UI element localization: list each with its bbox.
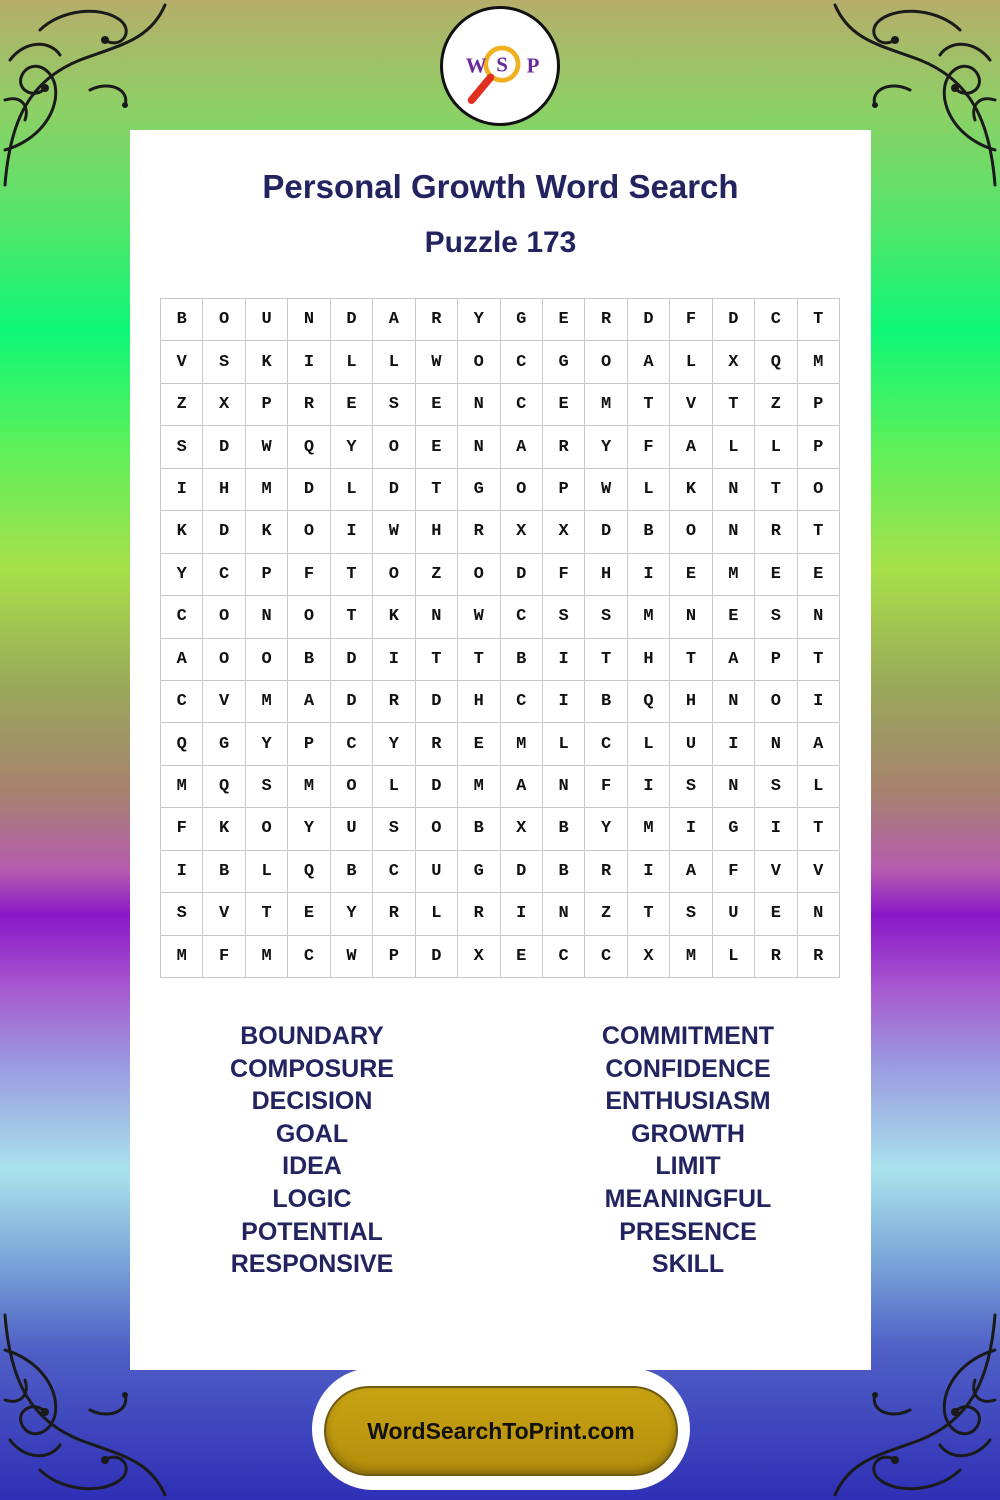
grid-cell[interactable]: D — [501, 851, 543, 893]
grid-cell[interactable]: E — [755, 554, 797, 596]
grid-cell[interactable]: T — [628, 893, 670, 935]
grid-cell[interactable]: X — [713, 341, 755, 383]
grid-cell[interactable]: R — [543, 426, 585, 468]
grid-cell[interactable]: N — [798, 596, 840, 638]
grid-cell[interactable]: L — [416, 893, 458, 935]
grid-cell[interactable]: Y — [161, 554, 203, 596]
grid-cell[interactable]: U — [670, 723, 712, 765]
grid-cell[interactable]: T — [416, 469, 458, 511]
grid-cell[interactable]: R — [373, 893, 415, 935]
grid-cell[interactable]: L — [628, 469, 670, 511]
grid-cell[interactable]: I — [161, 469, 203, 511]
grid-cell[interactable]: W — [416, 341, 458, 383]
grid-cell[interactable]: R — [458, 893, 500, 935]
grid-cell[interactable]: U — [416, 851, 458, 893]
grid-cell[interactable]: O — [458, 554, 500, 596]
grid-cell[interactable]: Q — [161, 723, 203, 765]
grid-cell[interactable]: I — [798, 681, 840, 723]
grid-cell[interactable]: P — [246, 554, 288, 596]
grid-cell[interactable]: M — [670, 936, 712, 978]
word-list-item: COMMITMENT — [601, 1022, 775, 1050]
grid-cell[interactable]: T — [585, 639, 627, 681]
grid-cell[interactable]: E — [755, 893, 797, 935]
grid-cell[interactable]: T — [670, 639, 712, 681]
grid-cell[interactable]: N — [713, 681, 755, 723]
grid-cell[interactable]: F — [161, 808, 203, 850]
grid-cell[interactable]: O — [501, 469, 543, 511]
grid-cell[interactable]: B — [458, 808, 500, 850]
grid-cell[interactable]: K — [246, 341, 288, 383]
word-list-item: LIMIT — [655, 1152, 721, 1181]
grid-cell[interactable]: T — [331, 554, 373, 596]
grid-cell[interactable]: I — [331, 511, 373, 553]
grid-cell[interactable]: T — [798, 639, 840, 681]
grid-cell[interactable]: L — [628, 723, 670, 765]
grid-cell[interactable]: S — [670, 893, 712, 935]
grid-cell[interactable]: M — [628, 596, 670, 638]
grid-cell[interactable]: L — [713, 936, 755, 978]
grid-cell[interactable]: E — [670, 554, 712, 596]
grid-cell[interactable]: R — [585, 851, 627, 893]
grid-cell[interactable]: S — [161, 893, 203, 935]
grid-cell[interactable]: B — [288, 639, 330, 681]
grid-cell[interactable]: S — [755, 596, 797, 638]
grid-cell[interactable]: C — [585, 936, 627, 978]
grid-cell[interactable]: T — [331, 596, 373, 638]
grid-cell[interactable]: T — [416, 639, 458, 681]
grid-cell[interactable]: W — [331, 936, 373, 978]
grid-cell[interactable]: G — [203, 723, 245, 765]
grid-cell[interactable]: P — [246, 384, 288, 426]
grid-cell[interactable]: Y — [585, 808, 627, 850]
grid-cell[interactable]: G — [501, 299, 543, 341]
grid-cell[interactable]: F — [203, 936, 245, 978]
puzzle-card — [130, 130, 871, 1370]
grid-cell[interactable]: N — [543, 893, 585, 935]
grid-cell[interactable]: H — [416, 511, 458, 553]
page-title: Personal Growth Word Search — [262, 168, 739, 205]
logo-letter-s: S — [496, 52, 508, 77]
grid-cell[interactable]: O — [416, 808, 458, 850]
grid-cell[interactable]: S — [543, 596, 585, 638]
grid-cell[interactable]: V — [755, 851, 797, 893]
grid-cell[interactable]: E — [501, 936, 543, 978]
grid-cell[interactable]: S — [755, 766, 797, 808]
grid-cell[interactable]: O — [585, 341, 627, 383]
grid-cell[interactable]: C — [331, 723, 373, 765]
grid-cell[interactable]: X — [543, 511, 585, 553]
grid-cell[interactable]: D — [416, 766, 458, 808]
grid-cell[interactable]: A — [713, 639, 755, 681]
grid-cell[interactable]: B — [543, 808, 585, 850]
grid-cell[interactable]: M — [246, 681, 288, 723]
grid-cell[interactable]: L — [373, 766, 415, 808]
grid-cell[interactable]: K — [246, 511, 288, 553]
grid-cell[interactable]: X — [203, 384, 245, 426]
grid-cell[interactable]: M — [798, 341, 840, 383]
grid-cell[interactable]: E — [713, 596, 755, 638]
grid-cell[interactable]: D — [585, 511, 627, 553]
grid-cell[interactable]: O — [246, 808, 288, 850]
grid-cell[interactable]: U — [713, 893, 755, 935]
grid-cell[interactable]: M — [161, 936, 203, 978]
grid-cell[interactable]: N — [458, 426, 500, 468]
grid-cell[interactable]: I — [628, 851, 670, 893]
grid-cell[interactable]: M — [585, 384, 627, 426]
grid-cell[interactable]: Z — [585, 893, 627, 935]
grid-cell[interactable]: C — [585, 723, 627, 765]
grid-cell[interactable]: O — [755, 681, 797, 723]
grid-cell[interactable]: P — [798, 426, 840, 468]
grid-cell[interactable]: O — [203, 299, 245, 341]
grid-cell[interactable]: W — [585, 469, 627, 511]
grid-cell[interactable]: R — [458, 511, 500, 553]
word-list-right — [528, 1020, 848, 1281]
grid-cell[interactable]: T — [628, 384, 670, 426]
grid-cell[interactable]: Q — [628, 681, 670, 723]
grid-cell[interactable]: G — [458, 469, 500, 511]
grid-cell[interactable]: E — [543, 384, 585, 426]
grid-cell[interactable]: C — [373, 851, 415, 893]
grid-cell[interactable]: F — [585, 766, 627, 808]
grid-cell[interactable]: N — [755, 723, 797, 765]
grid-cell[interactable]: D — [331, 299, 373, 341]
grid-cell[interactable]: U — [331, 808, 373, 850]
word-list-item: MEANINGFUL — [604, 1184, 772, 1213]
grid-cell[interactable]: O — [798, 469, 840, 511]
grid-cell[interactable]: V — [670, 384, 712, 426]
grid-cell[interactable]: V — [798, 851, 840, 893]
grid-cell[interactable]: Q — [288, 426, 330, 468]
grid-cell[interactable]: N — [246, 596, 288, 638]
grid-cell[interactable]: M — [713, 554, 755, 596]
grid-cell[interactable]: B — [543, 851, 585, 893]
grid-cell[interactable]: N — [543, 766, 585, 808]
grid-cell[interactable]: B — [585, 681, 627, 723]
grid-cell[interactable]: D — [373, 469, 415, 511]
grid-cell[interactable]: E — [416, 426, 458, 468]
grid-cell[interactable]: V — [203, 681, 245, 723]
grid-cell[interactable]: Z — [416, 554, 458, 596]
grid-cell[interactable]: M — [288, 766, 330, 808]
grid-cell[interactable]: C — [501, 681, 543, 723]
word-list-left — [152, 1020, 472, 1281]
grid-cell[interactable]: Y — [331, 426, 373, 468]
grid-cell[interactable]: H — [458, 681, 500, 723]
grid-cell[interactable]: C — [501, 341, 543, 383]
grid-cell[interactable]: O — [670, 511, 712, 553]
grid-cell[interactable]: A — [798, 723, 840, 765]
grid-cell[interactable]: A — [670, 851, 712, 893]
grid-cell[interactable]: A — [628, 341, 670, 383]
word-list-item: LOGIC — [272, 1184, 352, 1213]
grid-cell[interactable]: D — [501, 554, 543, 596]
grid-cell[interactable]: I — [161, 851, 203, 893]
grid-cell[interactable]: O — [203, 639, 245, 681]
word-list-item: RESPONSIVE — [230, 1250, 394, 1279]
grid-cell[interactable]: C — [203, 554, 245, 596]
grid-cell[interactable]: M — [458, 766, 500, 808]
word-list-item: DECISION — [251, 1087, 373, 1116]
grid-cell[interactable]: K — [670, 469, 712, 511]
grid-cell[interactable]: R — [373, 681, 415, 723]
grid-cell[interactable]: S — [670, 766, 712, 808]
word-list-item: IDEA — [282, 1152, 342, 1181]
grid-cell[interactable]: C — [755, 299, 797, 341]
grid-cell[interactable]: A — [501, 426, 543, 468]
grid-cell[interactable]: H — [203, 469, 245, 511]
grid-cell[interactable]: C — [501, 596, 543, 638]
grid-cell[interactable]: V — [161, 341, 203, 383]
grid-cell[interactable]: N — [416, 596, 458, 638]
grid-cell[interactable]: L — [670, 341, 712, 383]
grid-cell[interactable]: A — [670, 426, 712, 468]
grid-cell[interactable]: I — [628, 766, 670, 808]
grid-cell[interactable]: C — [501, 384, 543, 426]
grid-cell[interactable]: D — [416, 936, 458, 978]
grid-cell[interactable]: F — [670, 299, 712, 341]
grid-cell[interactable]: C — [543, 936, 585, 978]
grid-cell[interactable]: H — [670, 681, 712, 723]
puzzle-number: Puzzle 173 — [424, 226, 577, 259]
grid-cell[interactable]: G — [713, 808, 755, 850]
grid-cell[interactable]: C — [161, 681, 203, 723]
grid-cell[interactable]: K — [161, 511, 203, 553]
grid-cell[interactable]: Y — [288, 808, 330, 850]
grid-cell[interactable]: K — [203, 808, 245, 850]
grid-cell[interactable]: Q — [203, 766, 245, 808]
grid-cell[interactable]: M — [161, 766, 203, 808]
grid-cell[interactable]: L — [373, 341, 415, 383]
grid-cell[interactable]: I — [501, 893, 543, 935]
grid-cell[interactable]: R — [288, 384, 330, 426]
grid-cell[interactable]: C — [288, 936, 330, 978]
grid-cell[interactable]: D — [713, 299, 755, 341]
grid-cell[interactable]: B — [628, 511, 670, 553]
wsp-logo[interactable] — [440, 6, 560, 126]
grid-cell[interactable]: Y — [246, 723, 288, 765]
grid-cell[interactable]: S — [373, 384, 415, 426]
grid-cell[interactable]: T — [798, 511, 840, 553]
grid-cell[interactable]: S — [203, 341, 245, 383]
grid-cell[interactable]: T — [755, 469, 797, 511]
grid-cell[interactable]: T — [458, 639, 500, 681]
letter-grid — [160, 298, 840, 978]
grid-cell[interactable]: T — [798, 808, 840, 850]
grid-cell[interactable]: S — [246, 766, 288, 808]
grid-cell[interactable]: A — [288, 681, 330, 723]
grid-cell[interactable]: E — [458, 723, 500, 765]
grid-cell[interactable]: P — [288, 723, 330, 765]
grid-cell[interactable]: U — [246, 299, 288, 341]
grid-cell[interactable]: H — [585, 554, 627, 596]
grid-cell[interactable]: I — [755, 808, 797, 850]
grid-cell[interactable]: L — [246, 851, 288, 893]
grid-cell[interactable]: X — [458, 936, 500, 978]
grid-cell[interactable]: W — [246, 426, 288, 468]
grid-cell[interactable]: W — [458, 596, 500, 638]
grid-cell[interactable]: R — [585, 299, 627, 341]
word-list-item: CONFIDENCE — [605, 1054, 771, 1083]
grid-cell[interactable]: H — [628, 639, 670, 681]
word-list-item: COMPOSURE — [230, 1054, 394, 1083]
logo-letter-w: W — [465, 53, 487, 78]
grid-cell[interactable]: D — [288, 469, 330, 511]
grid-cell[interactable]: N — [288, 299, 330, 341]
grid-cell[interactable]: O — [373, 426, 415, 468]
grid-cell[interactable]: O — [331, 766, 373, 808]
grid-cell[interactable]: L — [713, 426, 755, 468]
grid-cell[interactable]: B — [501, 639, 543, 681]
grid-cell[interactable]: I — [670, 808, 712, 850]
grid-cell[interactable]: S — [161, 426, 203, 468]
grid-cell[interactable]: Y — [373, 723, 415, 765]
grid-cell[interactable]: I — [628, 554, 670, 596]
grid-cell[interactable]: F — [628, 426, 670, 468]
grid-cell[interactable]: B — [161, 299, 203, 341]
grid-cell[interactable]: P — [755, 639, 797, 681]
grid-cell[interactable]: E — [543, 299, 585, 341]
grid-cell[interactable]: D — [628, 299, 670, 341]
grid-cell[interactable]: X — [501, 808, 543, 850]
grid-cell[interactable]: E — [416, 384, 458, 426]
grid-cell[interactable]: M — [246, 936, 288, 978]
grid-cell[interactable]: Y — [585, 426, 627, 468]
grid-cell[interactable]: P — [543, 469, 585, 511]
grid-cell[interactable]: Q — [288, 851, 330, 893]
grid-cell[interactable]: K — [373, 596, 415, 638]
grid-cell[interactable]: R — [798, 936, 840, 978]
grid-cell[interactable]: D — [331, 639, 373, 681]
grid-cell[interactable]: V — [203, 893, 245, 935]
grid-cell[interactable]: I — [373, 639, 415, 681]
grid-cell[interactable]: G — [458, 851, 500, 893]
grid-cell[interactable]: R — [755, 936, 797, 978]
grid-cell[interactable]: M — [628, 808, 670, 850]
grid-cell[interactable]: D — [203, 511, 245, 553]
grid-cell[interactable]: L — [331, 469, 373, 511]
grid-cell[interactable]: I — [713, 723, 755, 765]
logo-letter-p: P — [526, 53, 540, 78]
grid-cell[interactable]: A — [373, 299, 415, 341]
grid-cell[interactable]: M — [501, 723, 543, 765]
word-list-item: GROWTH — [631, 1119, 745, 1148]
grid-cell[interactable]: N — [798, 893, 840, 935]
grid-cell[interactable]: E — [331, 384, 373, 426]
grid-cell[interactable]: R — [416, 299, 458, 341]
grid-cell[interactable]: D — [331, 681, 373, 723]
grid-cell[interactable]: O — [246, 639, 288, 681]
grid-cell[interactable]: P — [798, 384, 840, 426]
grid-cell[interactable]: L — [798, 766, 840, 808]
grid-cell[interactable]: Y — [458, 299, 500, 341]
grid-cell[interactable]: E — [288, 893, 330, 935]
grid-cell[interactable]: N — [670, 596, 712, 638]
grid-cell[interactable]: Y — [331, 893, 373, 935]
grid-cell[interactable]: X — [501, 511, 543, 553]
grid-cell[interactable]: F — [543, 554, 585, 596]
grid-cell[interactable]: S — [585, 596, 627, 638]
grid-cell[interactable]: F — [713, 851, 755, 893]
grid-cell[interactable]: G — [543, 341, 585, 383]
grid-cell[interactable]: I — [543, 681, 585, 723]
word-list-item: PRESENCE — [619, 1217, 757, 1246]
grid-cell[interactable]: W — [373, 511, 415, 553]
grid-cell[interactable]: S — [373, 808, 415, 850]
footer — [312, 1368, 690, 1490]
grid-cell[interactable]: N — [713, 469, 755, 511]
grid-cell[interactable]: P — [373, 936, 415, 978]
grid-cell[interactable]: I — [543, 639, 585, 681]
grid-cell[interactable]: A — [501, 766, 543, 808]
grid-cell[interactable]: O — [203, 596, 245, 638]
grid-cell[interactable]: I — [288, 341, 330, 383]
grid-cell[interactable]: L — [755, 426, 797, 468]
grid-cell[interactable]: R — [755, 511, 797, 553]
word-list-item: POTENTIAL — [241, 1217, 383, 1246]
word-list-item: BOUNDARY — [240, 1022, 384, 1050]
grid-cell[interactable]: N — [713, 766, 755, 808]
grid-cell[interactable]: Z — [755, 384, 797, 426]
grid-cell[interactable]: N — [713, 511, 755, 553]
grid-cell[interactable]: D — [203, 426, 245, 468]
grid-cell[interactable]: E — [798, 554, 840, 596]
grid-cell[interactable]: O — [288, 596, 330, 638]
grid-cell[interactable]: O — [288, 511, 330, 553]
website-link-button[interactable]: WordSearchToPrint.com — [324, 1386, 678, 1476]
grid-cell[interactable]: L — [543, 723, 585, 765]
grid-cell[interactable]: T — [798, 299, 840, 341]
grid-cell[interactable]: N — [458, 384, 500, 426]
grid-cell[interactable]: B — [331, 851, 373, 893]
grid-cell[interactable]: A — [161, 639, 203, 681]
grid-cell[interactable]: T — [246, 893, 288, 935]
grid-cell[interactable]: T — [713, 384, 755, 426]
word-list-item: SKILL — [651, 1250, 725, 1279]
grid-cell[interactable]: C — [161, 596, 203, 638]
grid-cell[interactable]: M — [246, 469, 288, 511]
grid-cell[interactable]: X — [628, 936, 670, 978]
grid-cell[interactable]: Z — [161, 384, 203, 426]
grid-cell[interactable]: O — [458, 341, 500, 383]
word-list-item: ENTHUSIASM — [605, 1087, 771, 1116]
grid-cell[interactable]: F — [288, 554, 330, 596]
grid-cell[interactable]: R — [416, 723, 458, 765]
grid-cell[interactable]: L — [331, 341, 373, 383]
grid-cell[interactable]: O — [373, 554, 415, 596]
grid-cell[interactable]: Q — [755, 341, 797, 383]
grid-cell[interactable]: B — [203, 851, 245, 893]
grid-cell[interactable]: D — [416, 681, 458, 723]
word-list-item: GOAL — [275, 1119, 349, 1148]
